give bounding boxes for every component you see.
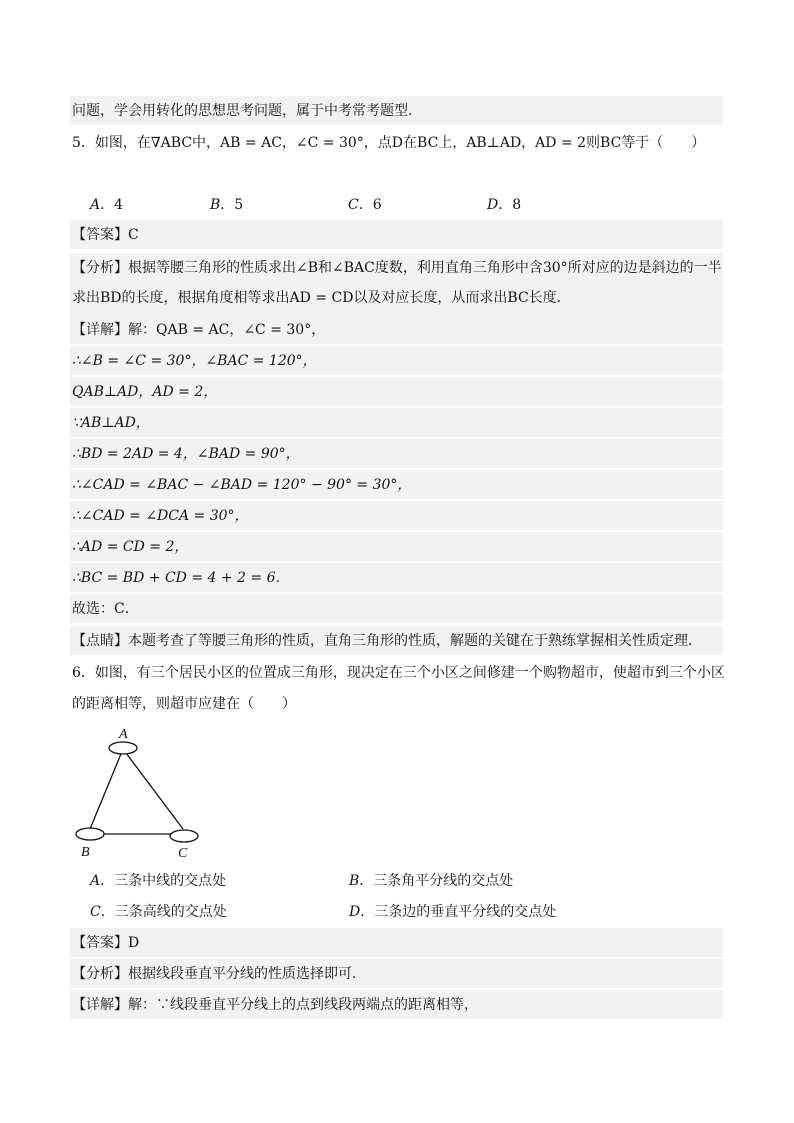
option-letter: C [90,904,101,920]
option-letter: C [348,197,359,213]
solution-step: QAB⊥AD，AD = 2， [72,384,218,400]
ellipse-a [109,742,137,754]
q5-option-d[interactable] [487,194,521,216]
option-letter: A [90,197,101,213]
side-ab [90,749,123,829]
option-text: ．8 [498,197,522,213]
highlight-band [70,928,723,957]
highlight-band [70,594,723,623]
q6-option-d[interactable] [349,901,556,923]
detail-text: 【详解】解：∵线段垂直平分线上的点到线段两端点的距离相等， [72,997,478,1013]
analysis-text: 【分析】根据等腰三角形的性质求出∠B和∠BAC度数，利用直角三角形中含30°所对应的边是斜边的一半 [72,260,722,276]
question-5: 5．如图，在∇ABC中，AB = AC，∠C = 30°，点D在BC上，AB⊥AD，AD = 2则BC等于（ ） [72,135,706,151]
analysis-text: 求出BD的长度，根据角度相等求出AD = CD以及对应长度，从而求出BC长度． [72,290,571,306]
option-text: ．三条中线的交点处 [100,873,227,889]
solution-step: ∴AD = CD = 2， [72,539,189,555]
comment-text: 【点睛】本题考查了等腰三角形的性质，直角三角形的性质，解题的关键在于熟练掌握相关性质定理． [72,633,702,649]
option-text: ．三条角平分线的交点处 [359,873,514,889]
option-text: ．5 [220,197,244,213]
ellipse-c [170,830,198,842]
option-letter: B [210,197,221,213]
option-letter: B [349,873,360,889]
answer-label: 【答案】D [72,935,140,951]
option-letter: D [349,904,361,920]
highlight-band [70,220,723,249]
option-letter: D [487,197,499,213]
choice-line: 故选：C． [72,601,139,617]
label-b: B [81,845,90,860]
option-letter: A [90,873,101,889]
q5-option-b[interactable] [210,194,243,216]
q5-option-c[interactable] [348,194,382,216]
q6-option-b[interactable] [349,870,513,892]
q5-option-a[interactable] [90,194,123,216]
solution-step: ∴∠CAD = ∠DCA = 30°， [72,508,249,524]
label-a: A [119,727,128,742]
analysis-text: 【分析】根据线段垂直平分线的性质选择即可． [72,966,366,982]
option-text: ．6 [358,197,382,213]
solution-step: ∴BD = 2AD = 4，∠BAD = 90°， [72,446,300,462]
label-c: C [178,846,188,861]
highlight-band [70,408,723,437]
answer-label: 【答案】C [72,227,139,243]
solution-step: ∵AB⊥AD， [72,415,150,431]
q6-option-a[interactable] [90,870,226,892]
ellipse-b [76,828,104,840]
q6-option-c[interactable] [90,901,227,923]
text-line: 问题，学会用转化的思想思考问题，属于中考常考题型． [72,103,422,119]
option-text: ．三条边的垂直平分线的交点处 [360,904,557,920]
side-ac [123,749,183,829]
triangle-figure [66,726,216,862]
option-text: ．三条高线的交点处 [100,904,227,920]
solution-step: ∴BC = BD + CD = 4 + 2 = 6． [72,570,290,586]
detail-text: 【详解】解：QAB = AC，∠C = 30°， [72,322,326,338]
solution-step: ∴∠B = ∠C = 30°，∠BAC = 120°， [72,353,317,369]
question-6: 6．如图，有三个居民小区的位置成三角形，现决定在三个小区之间修建一个购物超市，使超市到三个小区 [72,665,725,681]
option-text: ．4 [100,197,124,213]
solution-step: ∴∠CAD = ∠BAC − ∠BAD = 120° − 90° = 30°， [72,477,412,493]
question-6-cont: 的距离相等，则超市应建在（ ） [72,696,296,712]
